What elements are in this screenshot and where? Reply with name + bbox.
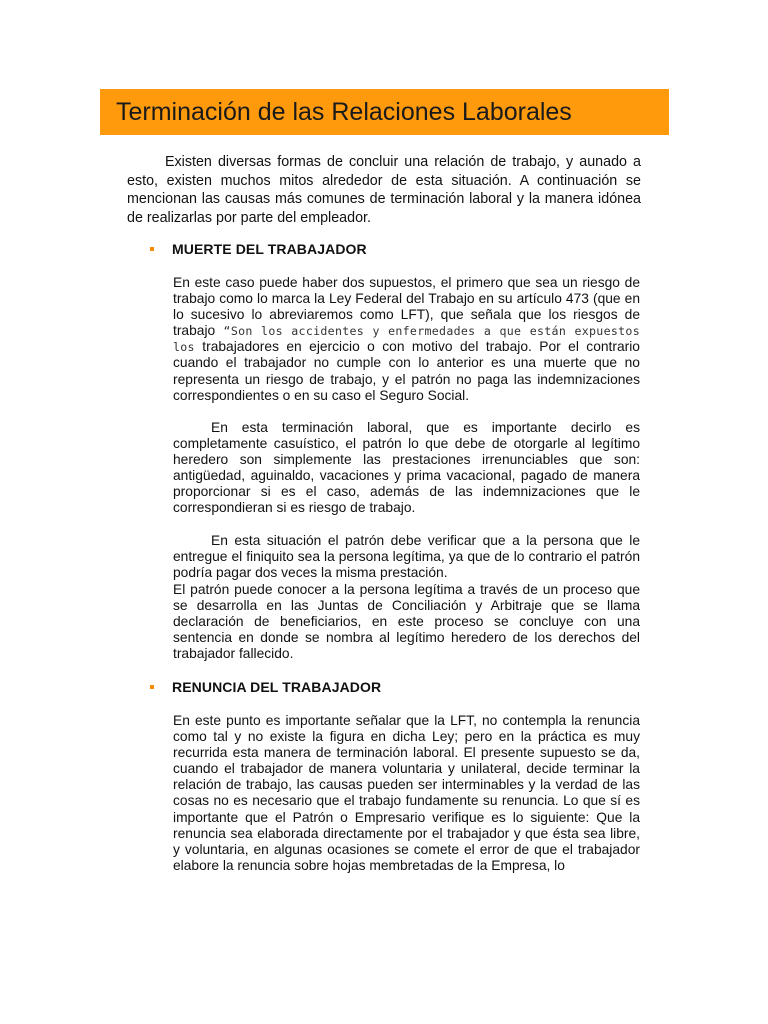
bullet-icon: [150, 685, 154, 689]
section-heading-label: MUERTE DEL TRABAJADOR: [172, 241, 367, 257]
page-title: Terminación de las Relaciones Laborales: [116, 98, 572, 126]
renuncia-paragraph-1: En este punto es importante señalar que la LFT, no contempla la renuncia como tal y no existe la figura en dicha Ley; pero en la práctica es muy recurrida esta manera de terminación laboral. El presente supuesto se da, cuando el trabajador de manera voluntaria y unilateral, decide terminar la relación de trabajo, las causas pueden ser interminables y la verdad de las cosas no es necesario que el trabajo fundamente su renuncia. Lo que sí es importante que el Patrón o Empresario verifique es lo siguiente: Que la renuncia sea elaborada directamente por el trabajador y que ésta sea libre, y voluntaria, en algunas ocasiones se comete el error de que el trabajador elabore la renuncia sobre hojas membretadas de la Empresa, lo: [173, 713, 640, 873]
section-heading-label: RENUNCIA DEL TRABAJADOR: [172, 679, 382, 695]
muerte-paragraph-2: En esta terminación laboral, que es importante decirlo es completamente casuístico, el patrón lo que debe de otorgarle al legítimo heredero son simplemente las prestaciones irrenunciables que son: antigüedad, aguinaldo, vacaciones y prima vacacional, pagado de manera proporcionar si es el caso, además de las indemnizaciones que le correspondieran si es riesgo de trabajo.: [173, 420, 640, 516]
muerte-p1-text: En este caso puede haber dos supuestos, el primero que sea un riesgo de trabajo como lo marca la Ley Federal del Trabajo en su artículo 473 (que en lo sucesivo lo abreviaremos como LFT), que señala que los riesgos de trabajo: [173, 275, 640, 339]
muerte-paragraph-4: El patrón puede conocer a la persona legítima a través de un proceso que se desarrolla en las Juntas de Conciliación y Arbitraje que se llama declaración de beneficiarios, en este proceso se concluye con una sentencia en donde se nombra al legítimo heredero de los derechos del trabajador fallecido.: [173, 582, 640, 662]
intro-paragraph: Existen diversas formas de concluir una relación de trabajo, y aunado a esto, existen muchos mitos alrededor de esta situación. A continuación se mencionan las causas más comunes de terminación laboral y la manera idónea de realizarlas por parte del empleador.: [127, 154, 641, 226]
bullet-icon: [150, 247, 154, 251]
muerte-paragraph-1: [173, 275, 640, 404]
muerte-paragraph-3: En esta situación el patrón debe verificar que a la persona que le entregue el finiquito sea la persona legítima, ya que de lo contrario el patrón podría pagar dos veces la misma prestación.: [173, 533, 640, 581]
section-heading-renuncia: [150, 679, 381, 695]
muerte-p1-text-cont: trabajadores en ejercicio o con motivo del trabajo. Por el contrario cuando el trabajador no cumple con lo anterior es una muerte que no representa un riesgo de trabajo, y el patrón no paga las indemnizaciones correspondientes o en su caso el Seguro Social.: [173, 339, 640, 403]
muerte-p1-quote: “Son los accidentes y enfermedades a que están expuestos los: [173, 324, 640, 355]
section-heading-muerte: [150, 241, 367, 257]
title-bar: [100, 89, 669, 135]
